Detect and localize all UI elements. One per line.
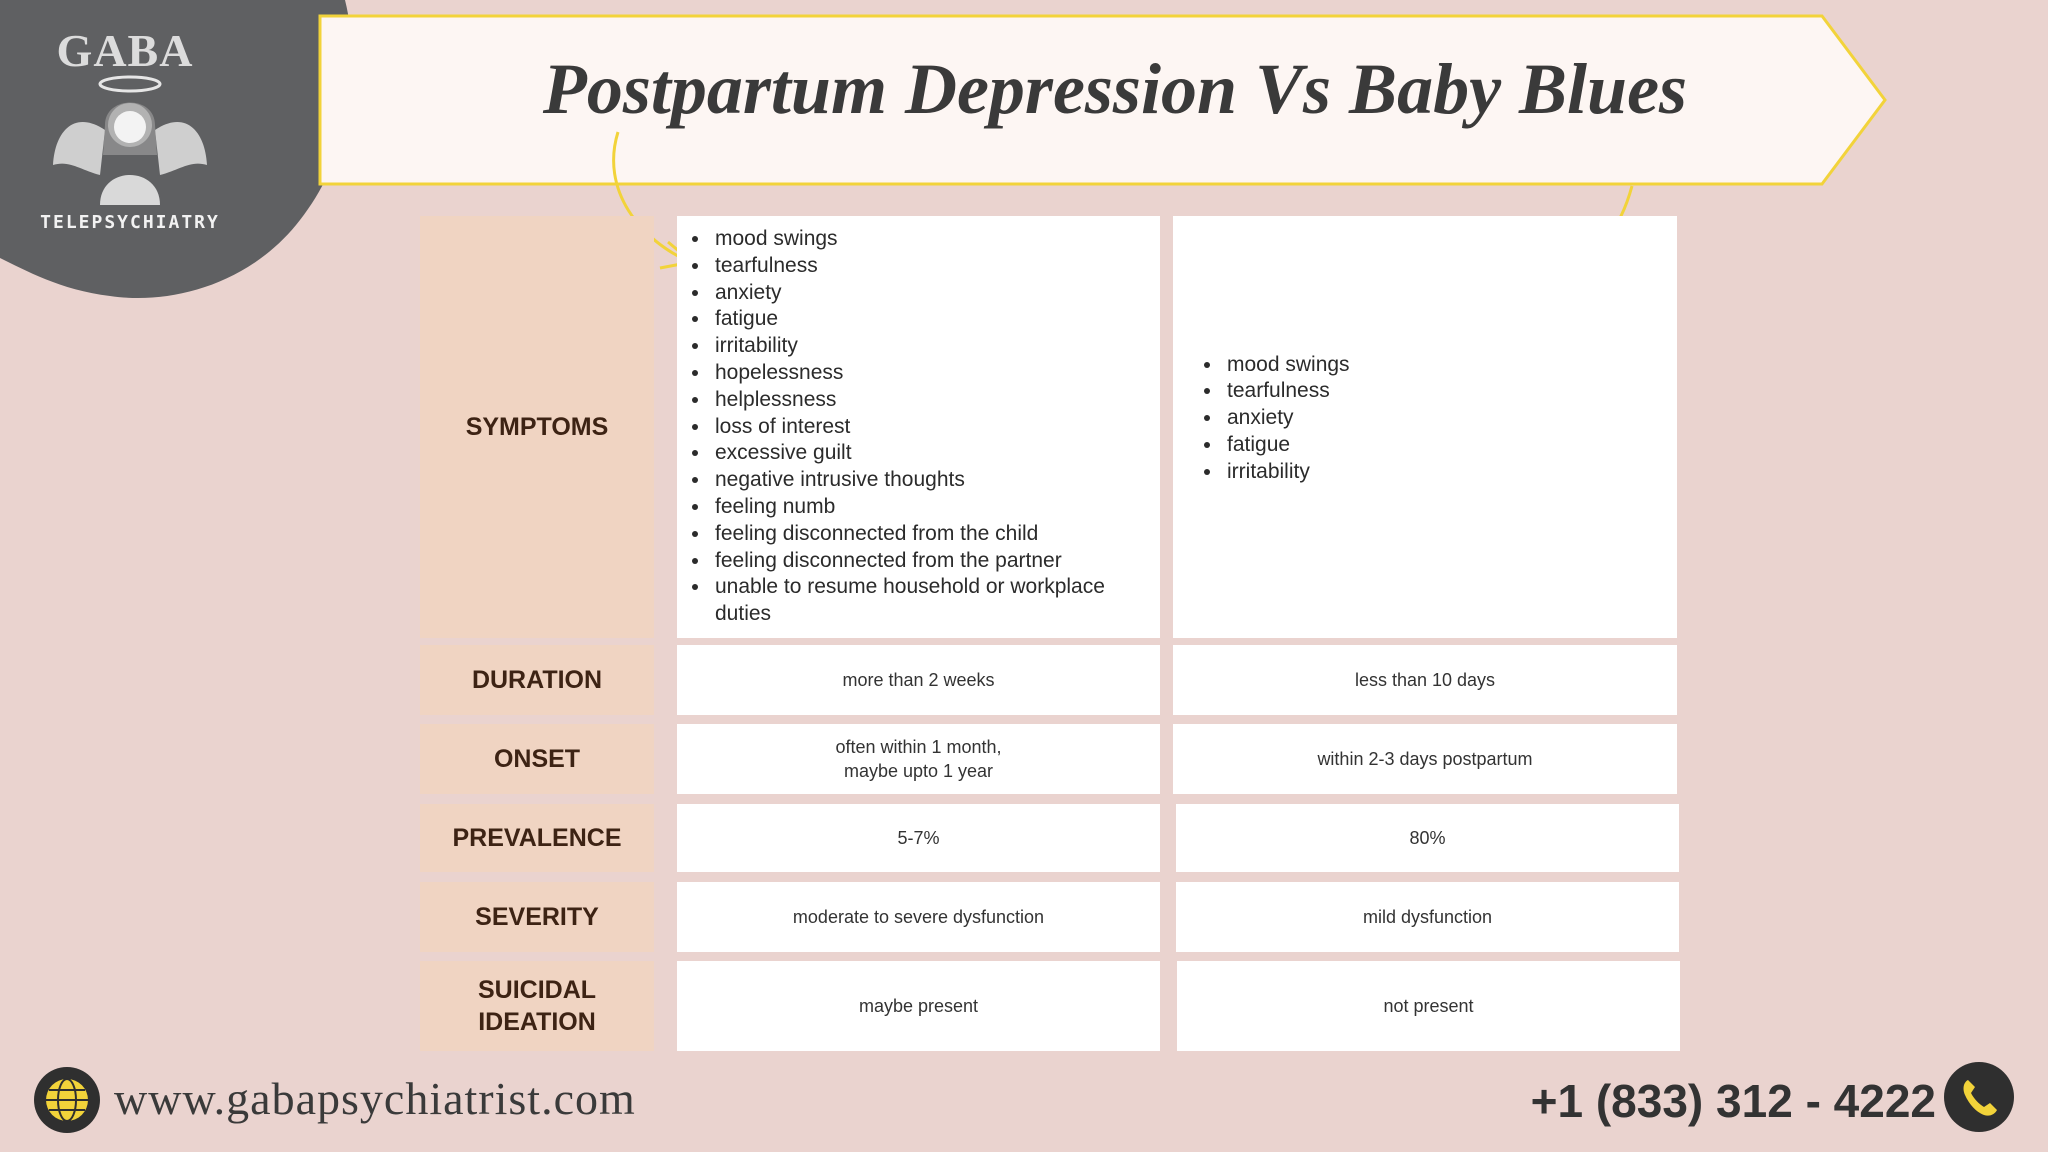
ppd-onset-line1: often within 1 month, — [835, 737, 1002, 757]
label-duration: DURATION — [420, 645, 654, 715]
globe-icon — [34, 1067, 100, 1133]
blues-symptom-item: • fatigue — [1223, 432, 1350, 459]
ppd-prevalence: 5-7% — [677, 804, 1160, 872]
label-prevalence: PREVALENCE — [420, 804, 654, 872]
ppd-symptoms-cell — [677, 216, 1160, 638]
ppd-symptom-item: • feeling disconnected from the partner — [711, 548, 1160, 575]
ppd-onset — [677, 724, 1160, 794]
blues-symptom-item: • anxiety — [1223, 405, 1350, 432]
ppd-severity: moderate to severe dysfunction — [677, 882, 1160, 952]
label-suicidal-ideation — [420, 961, 654, 1051]
ppd-suicidal: maybe present — [677, 961, 1160, 1051]
ppd-symptom-item: • anxiety — [711, 280, 1160, 307]
blues-prevalence: 80% — [1176, 804, 1679, 872]
label-suicidal-line2: IDEATION — [478, 1008, 596, 1036]
ppd-onset-line2: maybe upto 1 year — [843, 761, 994, 781]
label-symptoms: SYMPTOMS — [420, 216, 654, 638]
ppd-symptom-item: • irritability — [711, 333, 1160, 360]
ppd-symptom-item: • feeling numb — [711, 494, 1160, 521]
ppd-symptom-item: • feeling disconnected from the child — [711, 521, 1160, 548]
blues-symptom-item: • irritability — [1223, 459, 1350, 486]
ppd-duration: more than 2 weeks — [677, 645, 1160, 715]
phone-icon[interactable] — [1944, 1062, 2014, 1132]
logo-name: GABA — [56, 25, 194, 76]
logo-tagline: TELEPSYCHIATRY — [40, 212, 220, 233]
blues-suicidal: not present — [1177, 961, 1680, 1051]
website-link[interactable]: www.gabapsychiatrist.com — [114, 1073, 636, 1124]
ppd-symptom-item: • negative intrusive thoughts — [711, 467, 1160, 494]
ppd-symptom-item: • unable to resume household or workplace duties — [711, 574, 1160, 628]
label-severity: SEVERITY — [420, 882, 654, 952]
ppd-symptoms-list — [677, 226, 1160, 628]
blues-severity: mild dysfunction — [1176, 882, 1679, 952]
ppd-symptom-item: • excessive guilt — [711, 440, 1160, 467]
ppd-symptom-item: • mood swings — [711, 226, 1160, 253]
label-onset: ONSET — [420, 724, 654, 794]
ppd-symptom-item: • helplessness — [711, 387, 1160, 414]
ppd-symptom-item: • fatigue — [711, 306, 1160, 333]
ppd-symptom-item: • loss of interest — [711, 414, 1160, 441]
blues-symptoms-cell — [1173, 216, 1677, 638]
blues-symptom-item: • mood swings — [1223, 352, 1350, 379]
blues-onset: within 2-3 days postpartum — [1173, 724, 1677, 794]
angel-logo-icon — [45, 70, 215, 210]
ppd-symptom-item: • hopelessness — [711, 360, 1160, 387]
blues-symptom-item: • tearfulness — [1223, 378, 1350, 405]
blues-symptoms-list — [1173, 352, 1350, 486]
ppd-symptom-item: • tearfulness — [711, 253, 1160, 280]
label-suicidal-line1: SUICIDAL — [477, 976, 597, 1004]
phone-number[interactable]: +1 (833) 312 - 4222 — [1530, 1075, 1936, 1127]
blues-duration: less than 10 days — [1173, 645, 1677, 715]
page-title: Postpartum Depression Vs Baby Blues — [542, 49, 1688, 129]
